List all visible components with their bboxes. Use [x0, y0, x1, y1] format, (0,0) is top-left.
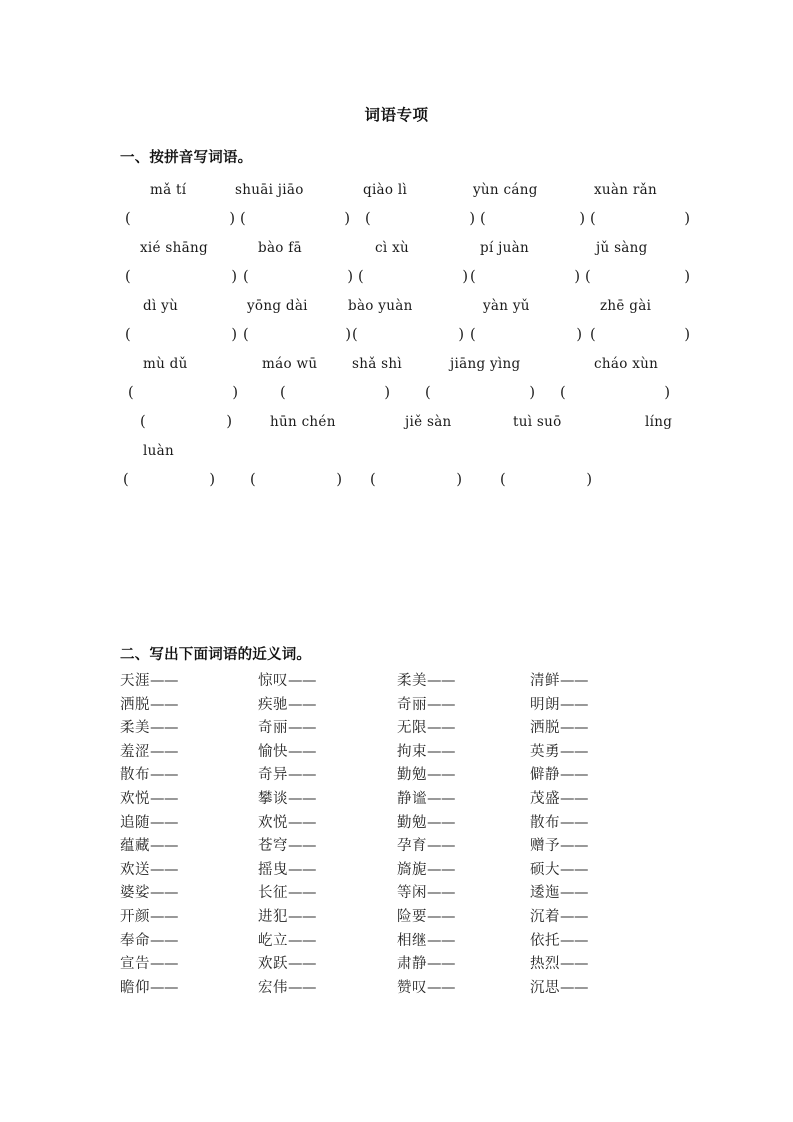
paren-close: ): [209, 472, 215, 488]
paren-open: (: [125, 211, 131, 227]
synonym-item[interactable]: [530, 694, 588, 718]
paren-open: (: [123, 472, 129, 488]
synonym-answer-dash: ——: [427, 838, 455, 855]
synonym-answer-dash: ——: [560, 979, 588, 996]
synonym-answer-dash: ——: [427, 696, 455, 713]
synonym-item[interactable]: [120, 882, 178, 906]
synonym-answer-dash: ——: [150, 908, 178, 925]
synonym-item[interactable]: [397, 788, 455, 812]
synonym-item[interactable]: [530, 764, 588, 788]
synonym-item[interactable]: [120, 977, 178, 1001]
synonym-answer-dash: ——: [150, 767, 178, 784]
synonym-answer-dash: ——: [427, 743, 455, 760]
paren-open: (: [140, 414, 146, 430]
synonym-answer-dash: ——: [150, 932, 178, 949]
section-heading-1: 一、按拼音写词语。: [120, 150, 253, 166]
synonym-answer-dash: ——: [560, 838, 588, 855]
synonym-term: 相继: [397, 932, 427, 949]
synonym-term: 奇异: [258, 767, 288, 784]
pinyin-row: [0, 443, 793, 472]
synonym-answer-dash: ——: [288, 814, 316, 831]
paren-close: ): [345, 327, 351, 343]
synonym-term: 拘束: [397, 743, 427, 760]
pinyin-row: [0, 240, 793, 269]
synonym-item[interactable]: [530, 812, 588, 836]
synonym-term: 赠予: [530, 838, 560, 855]
synonym-column: [120, 670, 178, 1000]
synonym-item[interactable]: [258, 717, 316, 741]
synonym-answer-dash: ——: [288, 908, 316, 925]
synonym-term: 清鲜: [530, 673, 560, 689]
paren-open: (: [243, 327, 249, 343]
paren-close: ): [574, 269, 580, 285]
synonym-answer-dash: ——: [560, 814, 588, 831]
paren-open: (: [125, 327, 131, 343]
paren-open: (: [470, 327, 476, 343]
pinyin-prompt: mǎ tí: [150, 182, 187, 198]
paren-open: (: [470, 269, 476, 285]
pinyin-prompt: bào fā: [258, 240, 302, 256]
paren-close: ): [226, 414, 232, 430]
paren-open: (: [358, 269, 364, 285]
synonym-answer-dash: ——: [288, 979, 316, 996]
paren-close: ): [231, 327, 237, 343]
pinyin-prompt: xuàn rǎn: [594, 182, 657, 198]
pinyin-prompt: qiào lì: [363, 182, 408, 198]
synonym-item[interactable]: [120, 835, 178, 859]
synonym-answer-dash: ——: [150, 673, 178, 689]
synonym-item[interactable]: [258, 906, 316, 930]
paren-open: (: [585, 269, 591, 285]
synonym-item[interactable]: [120, 930, 178, 954]
synonym-item[interactable]: [397, 882, 455, 906]
synonym-term: 开颜: [120, 908, 150, 925]
synonym-column: [258, 670, 316, 1000]
synonym-term: 沉思: [530, 979, 560, 996]
paren-open: (: [128, 385, 134, 401]
synonym-item[interactable]: [530, 882, 588, 906]
synonym-term: 僻静: [530, 767, 560, 784]
paren-close: ): [462, 269, 468, 285]
synonym-term: 天涯: [120, 673, 150, 689]
synonym-term: 硕大: [530, 861, 560, 878]
paren-close: ): [576, 327, 582, 343]
synonym-answer-dash: ——: [560, 932, 588, 949]
synonym-term: 摇曳: [258, 861, 288, 878]
pinyin-prompt: yàn yǔ: [483, 298, 530, 314]
synonym-answer-dash: ——: [560, 696, 588, 713]
synonym-item[interactable]: [530, 859, 588, 883]
synonym-answer-dash: ——: [560, 861, 588, 878]
synonym-item[interactable]: [397, 670, 455, 694]
synonym-item[interactable]: [258, 764, 316, 788]
synonym-answer-dash: ——: [560, 673, 588, 689]
synonym-answer-dash: ——: [150, 743, 178, 760]
synonym-item[interactable]: [530, 741, 588, 765]
synonym-term: 肃静: [397, 956, 427, 973]
synonym-answer-dash: ——: [427, 767, 455, 784]
synonym-term: 热烈: [530, 956, 560, 973]
synonym-term: 宣告: [120, 956, 150, 973]
pinyin-prompt: jǔ sàng: [596, 240, 648, 256]
paren-close: ): [344, 211, 350, 227]
synonym-answer-dash: ——: [288, 767, 316, 784]
paren-open: (: [352, 327, 358, 343]
synonym-answer-dash: ——: [150, 861, 178, 878]
paren-close: ): [529, 385, 535, 401]
synonym-term: 沉着: [530, 908, 560, 925]
synonym-answer-dash: ——: [560, 790, 588, 807]
synonym-term: 愉快: [258, 743, 288, 760]
synonym-term: 明朗: [530, 696, 560, 713]
synonym-answer-dash: ——: [560, 956, 588, 973]
paren-close: ): [586, 472, 592, 488]
paren-close: ): [456, 472, 462, 488]
synonym-term: 惊叹: [258, 673, 288, 689]
synonym-item[interactable]: [120, 764, 178, 788]
synonym-term: 孕育: [397, 838, 427, 855]
synonym-item[interactable]: [397, 906, 455, 930]
paren-close: ): [347, 269, 353, 285]
synonym-answer-dash: ——: [560, 767, 588, 784]
synonym-term: 柔美: [120, 720, 150, 737]
synonym-term: 瞻仰: [120, 979, 150, 996]
synonym-term: 逶迤: [530, 885, 560, 902]
synonym-item[interactable]: [530, 977, 588, 1001]
synonym-item[interactable]: [120, 788, 178, 812]
synonym-term: 蕴藏: [120, 838, 150, 855]
answer-blank-row: [0, 327, 793, 356]
paren-close: ): [684, 269, 690, 285]
synonym-answer-dash: ——: [288, 673, 316, 689]
synonym-answer-dash: ——: [150, 885, 178, 902]
pinyin-row: [0, 414, 793, 443]
synonym-item[interactable]: [120, 694, 178, 718]
paren-close: ): [384, 385, 390, 401]
synonym-term: 欢悦: [258, 814, 288, 831]
synonym-term: 羞涩: [120, 743, 150, 760]
synonym-item[interactable]: [120, 906, 178, 930]
paren-open: (: [125, 269, 131, 285]
synonym-term: 险要: [397, 908, 427, 925]
synonym-answer-dash: ——: [427, 956, 455, 973]
synonym-term: 无限: [397, 720, 427, 737]
synonym-term: 静谧: [397, 790, 427, 807]
pinyin-prompt: shuāi jiāo: [235, 182, 304, 198]
paren-open: (: [590, 327, 596, 343]
synonym-item[interactable]: [120, 953, 178, 977]
synonym-item[interactable]: [120, 859, 178, 883]
synonym-answer-dash: ——: [427, 979, 455, 996]
synonym-term: 散布: [530, 814, 560, 831]
synonym-answer-dash: ——: [427, 932, 455, 949]
paren-close: ): [458, 327, 464, 343]
pinyin-row: [0, 298, 793, 327]
pinyin-row: [0, 182, 793, 211]
answer-blank-row: [0, 269, 793, 298]
pinyin-exercise-block: [0, 182, 793, 501]
synonym-answer-dash: ——: [150, 720, 178, 737]
pinyin-prompt: máo wū: [262, 356, 318, 372]
synonym-term: 婆娑: [120, 885, 150, 902]
paren-close: ): [232, 385, 238, 401]
paren-open: (: [425, 385, 431, 401]
synonym-answer-dash: ——: [560, 885, 588, 902]
paren-close: ): [684, 211, 690, 227]
paren-open: (: [280, 385, 286, 401]
synonym-term: 奉命: [120, 932, 150, 949]
synonym-answer-dash: ——: [150, 790, 178, 807]
pinyin-prompt: cì xù: [375, 240, 409, 256]
synonym-answer-dash: ——: [288, 885, 316, 902]
synonym-item[interactable]: [258, 835, 316, 859]
synonym-term: 长征: [258, 885, 288, 902]
paren-close: ): [229, 211, 235, 227]
pinyin-prompt: luàn: [143, 443, 174, 459]
synonym-term: 奇丽: [258, 720, 288, 737]
synonym-item[interactable]: [530, 670, 588, 694]
synonym-term: 茂盛: [530, 790, 560, 807]
pinyin-prompt: jiāng yìng: [450, 356, 521, 372]
paren-open: (: [243, 269, 249, 285]
paren-close: ): [231, 269, 237, 285]
pinyin-prompt: tuì suō: [513, 414, 562, 430]
paren-close: ): [664, 385, 670, 401]
pinyin-prompt: dì yù: [143, 298, 179, 314]
synonym-item[interactable]: [258, 741, 316, 765]
paren-open: (: [480, 211, 486, 227]
synonym-item[interactable]: [258, 930, 316, 954]
synonym-term: 洒脱: [530, 720, 560, 737]
synonym-item[interactable]: [530, 953, 588, 977]
pinyin-prompt: pí juàn: [480, 240, 529, 256]
synonym-answer-dash: ——: [288, 861, 316, 878]
synonym-item[interactable]: [120, 670, 178, 694]
synonym-term: 攀谈: [258, 790, 288, 807]
synonym-item[interactable]: [397, 859, 455, 883]
synonym-answer-dash: ——: [150, 814, 178, 831]
section-heading-2: 二、写出下面词语的近义词。: [120, 647, 312, 663]
synonym-item[interactable]: [530, 788, 588, 812]
synonym-term: 散布: [120, 767, 150, 784]
synonym-answer-dash: ——: [560, 908, 588, 925]
paren-open: (: [365, 211, 371, 227]
synonym-answer-dash: ——: [288, 838, 316, 855]
paren-open: (: [590, 211, 596, 227]
synonym-term: 疾驰: [258, 696, 288, 713]
synonym-answer-dash: ——: [560, 720, 588, 737]
synonym-answer-dash: ——: [288, 743, 316, 760]
pinyin-row: [0, 356, 793, 385]
pinyin-prompt: xié shāng: [140, 240, 208, 256]
synonym-answer-dash: ——: [427, 861, 455, 878]
synonym-item[interactable]: [258, 882, 316, 906]
synonym-item[interactable]: [258, 812, 316, 836]
synonym-item[interactable]: [120, 812, 178, 836]
pinyin-prompt: zhē gài: [600, 298, 652, 314]
synonym-column: [397, 670, 455, 1000]
synonym-item[interactable]: [258, 670, 316, 694]
synonym-item[interactable]: [258, 788, 316, 812]
pinyin-prompt: cháo xùn: [594, 356, 659, 372]
synonym-term: 旖旎: [397, 861, 427, 878]
answer-blank-row: [0, 472, 793, 501]
page-title: 词语专项: [364, 106, 429, 124]
synonym-answer-dash: ——: [427, 673, 455, 689]
pinyin-prompt: mù dǔ: [143, 356, 188, 372]
pinyin-prompt: shǎ shì: [352, 356, 403, 372]
synonym-answer-dash: ——: [288, 696, 316, 713]
synonym-answer-dash: ——: [560, 743, 588, 760]
synonym-item[interactable]: [258, 859, 316, 883]
synonym-item[interactable]: [258, 694, 316, 718]
synonym-term: 英勇: [530, 743, 560, 760]
pinyin-prompt: yùn cáng: [473, 182, 538, 198]
synonym-answer-dash: ——: [427, 908, 455, 925]
synonym-item[interactable]: [397, 953, 455, 977]
synonym-answer-dash: ——: [288, 932, 316, 949]
synonym-term: 勤勉: [397, 767, 427, 784]
synonym-item[interactable]: [397, 977, 455, 1001]
synonym-answer-dash: ——: [288, 790, 316, 807]
paren-open: (: [240, 211, 246, 227]
synonym-item[interactable]: [120, 717, 178, 741]
synonym-term: 勤勉: [397, 814, 427, 831]
synonym-answer-dash: ——: [150, 696, 178, 713]
synonym-answer-dash: ——: [427, 885, 455, 902]
synonym-answer-dash: ——: [150, 979, 178, 996]
pinyin-prompt: bào yuàn: [348, 298, 413, 314]
paren-open: (: [370, 472, 376, 488]
synonym-item[interactable]: [397, 694, 455, 718]
synonym-term: 苍穹: [258, 838, 288, 855]
synonym-term: 欢悦: [120, 790, 150, 807]
paren-open: (: [250, 472, 256, 488]
paren-close: ): [469, 211, 475, 227]
answer-blank-row: [0, 211, 793, 240]
synonym-answer-dash: ——: [427, 814, 455, 831]
synonym-item[interactable]: [397, 835, 455, 859]
synonym-item[interactable]: [120, 741, 178, 765]
synonym-term: 等闲: [397, 885, 427, 902]
synonym-term: 欢跃: [258, 956, 288, 973]
synonym-item[interactable]: [397, 812, 455, 836]
answer-blank-row: [0, 385, 793, 414]
synonym-item[interactable]: [397, 717, 455, 741]
synonym-answer-dash: ——: [427, 720, 455, 737]
synonym-item[interactable]: [530, 835, 588, 859]
synonym-answer-dash: ——: [427, 790, 455, 807]
synonym-item[interactable]: [397, 741, 455, 765]
paren-close: ): [684, 327, 690, 343]
synonym-item[interactable]: [397, 764, 455, 788]
pinyin-prompt: yōng dài: [247, 298, 308, 314]
synonym-item[interactable]: [530, 717, 588, 741]
paren-close: ): [336, 472, 342, 488]
synonym-term: 欢送: [120, 861, 150, 878]
synonym-term: 追随: [120, 814, 150, 831]
synonym-term: 依托: [530, 932, 560, 949]
synonym-term: 屹立: [258, 932, 288, 949]
synonym-answer-dash: ——: [150, 956, 178, 973]
pinyin-prompt: hūn chén: [270, 414, 336, 430]
synonym-term: 宏伟: [258, 979, 288, 996]
synonym-answer-dash: ——: [150, 838, 178, 855]
synonym-answer-dash: ——: [288, 956, 316, 973]
synonym-item[interactable]: [530, 906, 588, 930]
pinyin-prompt: líng: [645, 414, 673, 430]
synonym-item[interactable]: [258, 977, 316, 1001]
synonym-term: 赞叹: [397, 979, 427, 996]
synonym-term: 进犯: [258, 908, 288, 925]
synonym-item[interactable]: [258, 953, 316, 977]
synonym-item[interactable]: [397, 930, 455, 954]
synonym-term: 柔美: [397, 673, 427, 689]
paren-open: (: [560, 385, 566, 401]
pinyin-prompt: jiě sàn: [405, 414, 452, 430]
synonym-term: 奇丽: [397, 696, 427, 713]
synonym-column: [530, 670, 588, 1000]
paren-close: ): [579, 211, 585, 227]
synonym-item[interactable]: [530, 930, 588, 954]
synonym-term: 洒脱: [120, 696, 150, 713]
synonym-answer-dash: ——: [288, 720, 316, 737]
paren-open: (: [500, 472, 506, 488]
